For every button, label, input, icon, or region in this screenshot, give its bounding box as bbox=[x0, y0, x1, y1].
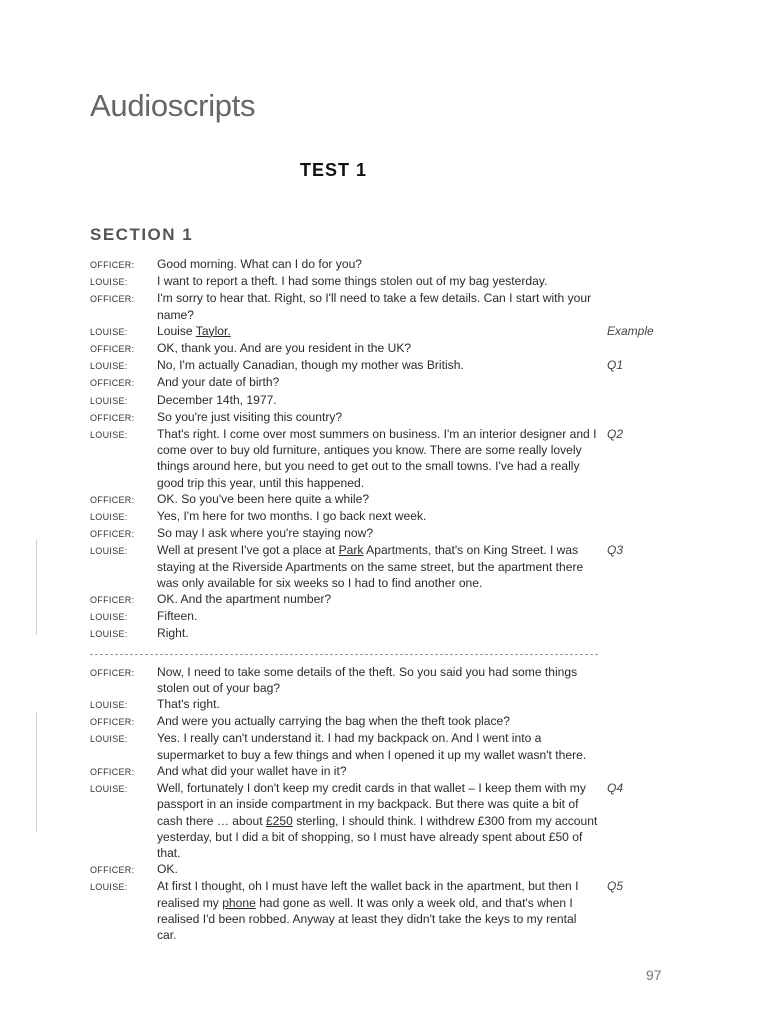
question-marker: Q4 bbox=[607, 781, 624, 796]
question-marker: Q5 bbox=[607, 879, 624, 894]
page-number: 97 bbox=[646, 967, 662, 983]
speech-text-part: Well at present I've got a place at bbox=[157, 543, 339, 558]
page-title: Audioscripts bbox=[90, 88, 256, 123]
speech-text: OK. So you've been here quite a while? bbox=[157, 491, 370, 506]
speech-text: That's right. bbox=[157, 697, 220, 712]
speech-text-part: Well, fortunately I don't keep my credit cards in that wallet – I keep them with my passport in an inside compartment in my backpack. But there was quite a bit of cash there … about bbox=[157, 781, 586, 828]
speaker-label: LOUISE: bbox=[90, 882, 128, 893]
speech-text bbox=[157, 323, 599, 339]
dialogue-line bbox=[90, 713, 690, 730]
speech-text: I'm sorry to hear that. Right, so I'll need to take a few details. Can I start with your name? bbox=[157, 291, 592, 322]
dialogue-line bbox=[90, 780, 690, 861]
dialogue-part-2 bbox=[90, 664, 690, 943]
speech-text bbox=[157, 878, 599, 943]
dialogue-line bbox=[90, 392, 690, 409]
speech-text: Right. bbox=[157, 626, 189, 641]
speech-text-part: Apartments, that's on King Street. I was staying at the Riverside Apartments on the same street, but the apartment there was only available for six weeks so I had to find another one. bbox=[157, 543, 584, 590]
speaker-label: OFFICER: bbox=[90, 344, 135, 355]
speech-text: Now, I need to take some details of the theft. So you said you had some things stolen out of your bag? bbox=[157, 664, 578, 695]
dialogue-line bbox=[90, 491, 690, 508]
speaker-label: OFFICER: bbox=[90, 717, 135, 728]
speech-text: So you're just visiting this country? bbox=[157, 409, 343, 424]
answer-underline: Taylor. bbox=[195, 323, 231, 338]
dialogue-line bbox=[90, 542, 690, 591]
test-heading: TEST 1 bbox=[300, 160, 368, 180]
speaker-label: LOUISE: bbox=[90, 700, 128, 711]
speech-text: December 14th, 1977. bbox=[157, 392, 277, 407]
dialogue-line bbox=[90, 664, 690, 696]
dialogue-part-1 bbox=[90, 256, 690, 643]
speaker-label: LOUISE: bbox=[90, 546, 128, 557]
dialogue-line bbox=[90, 256, 690, 273]
speaker-label: LOUISE: bbox=[90, 430, 128, 441]
speaker-label: LOUISE: bbox=[90, 629, 128, 640]
speech-text: OK. bbox=[157, 862, 178, 877]
speech-text: And what did your wallet have in it? bbox=[157, 763, 347, 778]
speech-text bbox=[157, 780, 599, 861]
speech-text: Fifteen. bbox=[157, 609, 198, 624]
speaker-label: OFFICER: bbox=[90, 595, 135, 606]
speech-text: OK, thank you. And are you resident in the UK? bbox=[157, 341, 412, 356]
speech-text-part: sterling, I should think. I withdrew £300 from my account yesterday, but I did a bit of shopping, so I must have already spent about £50 of that. bbox=[157, 813, 598, 860]
margin-scan-mark bbox=[36, 712, 37, 832]
question-marker: Q2 bbox=[607, 427, 624, 442]
speaker-label: OFFICER: bbox=[90, 865, 135, 876]
speaker-label: LOUISE: bbox=[90, 784, 128, 795]
speaker-label: OFFICER: bbox=[90, 494, 135, 505]
dialogue-line bbox=[90, 323, 690, 340]
speech-text bbox=[157, 542, 599, 591]
dialogue-line bbox=[90, 861, 690, 878]
dialogue-line bbox=[90, 340, 690, 357]
speaker-label: LOUISE: bbox=[90, 361, 128, 372]
speaker-label: OFFICER: bbox=[90, 260, 135, 270]
speaker-label: OFFICER: bbox=[90, 294, 135, 305]
speaker-label: LOUISE: bbox=[90, 734, 128, 745]
section-heading: SECTION 1 bbox=[90, 225, 194, 244]
dialogue-line bbox=[90, 878, 690, 943]
speaker-label: LOUISE: bbox=[90, 612, 128, 623]
question-marker: Q1 bbox=[607, 358, 624, 373]
speech-text: So may I ask where you're staying now? bbox=[157, 526, 374, 541]
speech-text: Yes. I really can't understand it. I had my backpack on. And I went into a supermarket to buy a few things and when I opened it up my wallet wasn't there. bbox=[157, 731, 587, 762]
section-divider bbox=[90, 654, 598, 655]
audioscript-body bbox=[90, 256, 690, 943]
speech-text-part: Louise bbox=[157, 323, 196, 338]
dialogue-line bbox=[90, 290, 690, 322]
dialogue-line bbox=[90, 357, 690, 374]
dialogue-line bbox=[90, 273, 690, 290]
question-marker: Example bbox=[607, 323, 654, 338]
dialogue-line bbox=[90, 591, 690, 608]
speaker-label: LOUISE: bbox=[90, 277, 128, 288]
speech-text: Good morning. What can I do for you? bbox=[157, 257, 363, 271]
speech-text: Yes, I'm here for two months. I go back next week. bbox=[157, 509, 427, 524]
question-marker: Q3 bbox=[607, 543, 624, 558]
speaker-label: OFFICER: bbox=[90, 667, 135, 678]
speech-text: OK. And the apartment number? bbox=[157, 592, 332, 607]
dialogue-line bbox=[90, 508, 690, 525]
speaker-label: OFFICER: bbox=[90, 378, 135, 389]
answer-underline: Park bbox=[338, 543, 364, 558]
speaker-label: OFFICER: bbox=[90, 766, 135, 777]
dialogue-line bbox=[90, 426, 690, 491]
dialogue-line bbox=[90, 374, 690, 391]
dialogue-line bbox=[90, 696, 690, 713]
speech-text: And were you actually carrying the bag when the theft took place? bbox=[157, 714, 510, 729]
dialogue-line bbox=[90, 409, 690, 426]
answer-underline: phone bbox=[222, 895, 256, 910]
speech-text-part: At first I thought, oh I must have left the wallet back in the apartment, but then I realised my bbox=[157, 879, 579, 910]
dialogue-line bbox=[90, 763, 690, 780]
speech-text: That's right. I come over most summers on business. I'm an interior designer and I come over to buy old furniture, antiques you know. There are some really lovely things around here, but you need to get out to the small towns. I've had a really good trip this year, until this happened. bbox=[157, 427, 597, 490]
answer-underline: £250 bbox=[265, 813, 293, 828]
speaker-label: OFFICER: bbox=[90, 412, 135, 423]
dialogue-line bbox=[90, 730, 690, 762]
speaker-label: LOUISE: bbox=[90, 512, 128, 523]
speech-text: And your date of birth? bbox=[157, 375, 280, 390]
speaker-label: OFFICER: bbox=[90, 529, 135, 540]
margin-scan-mark bbox=[36, 540, 37, 635]
dialogue-line bbox=[90, 525, 690, 542]
speaker-label: LOUISE: bbox=[90, 395, 128, 406]
dialogue-line bbox=[90, 608, 690, 625]
dialogue-line bbox=[90, 625, 690, 642]
speaker-label: LOUISE: bbox=[90, 326, 128, 337]
speech-text: I want to report a theft. I had some things stolen out of my bag yesterday. bbox=[157, 274, 548, 289]
speech-text-part: had gone as well. It was only a week old, and that's when I realised I'd been robbed. Anyway at least they didn't take the keys to my rental car. bbox=[157, 895, 577, 942]
speech-text: No, I'm actually Canadian, though my mother was British. bbox=[157, 358, 464, 373]
